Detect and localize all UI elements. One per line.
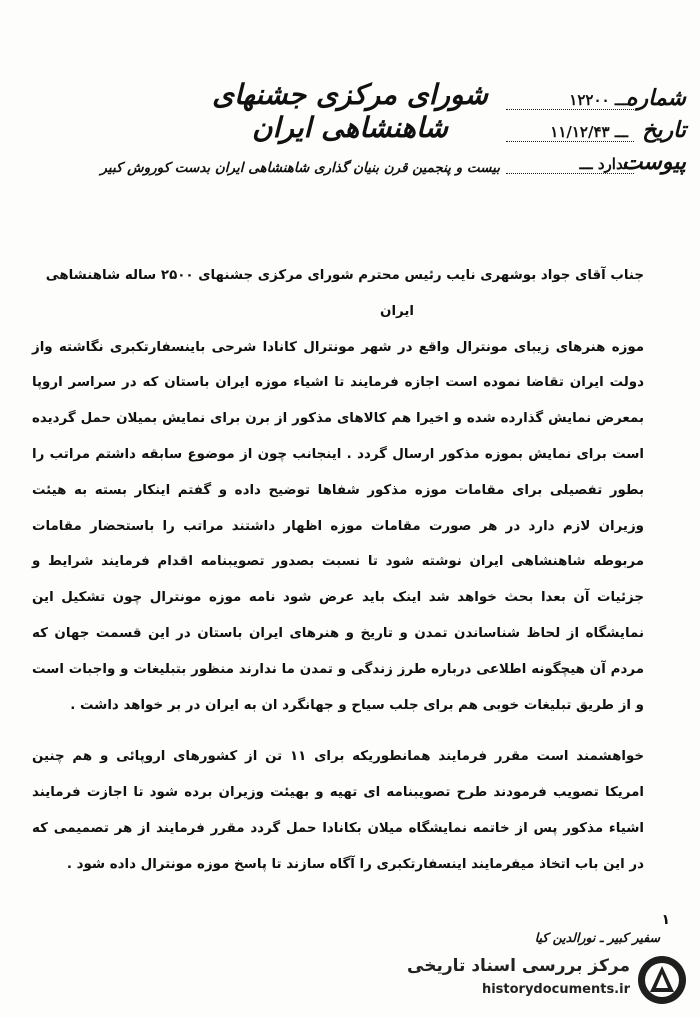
paragraph-2: خواهشمند است مقرر فرمایند همانطوریکه برای ۱۱ تن از کشورهای اروپائی و هم چنین امریکا تصویب فرمودند طرح تصویبنامه ای تهیه و بهیئت وزیران برده شود تا اجازت فرمایند اشیاء مذکور پس از خاتمه نمایشگاه میلان بکانادا حمل گردد مقرر فرمایند از هر تصمیمی که در این باب اتخاذ میفرمایند اینسفارتکبری را آگاه سازند تا پاسخ موزه مونترال داده شود . <box>32 749 644 872</box>
number-row <box>506 85 686 117</box>
archive-watermark <box>402 946 692 1010</box>
letterhead-subtitle: بیست و پنجمین قرن بنیان گذاری شاهنشاهی ایران بدست کوروش کبیر <box>100 160 500 176</box>
number-label: شماره <box>625 85 686 111</box>
signature-mark: ۱ <box>661 912 670 928</box>
attachment-label: پیوست <box>621 149 686 175</box>
watermark-url: historydocuments.ir <box>481 982 630 997</box>
salutation: جناب آقای جواد بوشهری نایب رئیس محترم شورای مرکزی جشنهای ۲۵۰۰ ساله شاهنشاهی <box>45 268 644 283</box>
date-row <box>506 117 686 149</box>
salutation-continuation: ایران <box>380 303 414 319</box>
watermark-title: مرکز بررسی اسناد تاریخی <box>407 956 630 976</box>
date-value: ۱۱/۱۲/۴۳ ـــ <box>506 123 634 142</box>
letterhead <box>100 78 500 176</box>
archive-logo-icon <box>636 954 688 1006</box>
date-label: تاریخ <box>642 117 686 143</box>
letter-body <box>32 258 644 883</box>
letterhead-title: شورای مرکزی جشنهای شاهنشاهی ایران <box>212 78 488 144</box>
signature: سفیر کبیر ـ نورالدین کیا <box>534 930 660 945</box>
attachment-value: ندارد ـــ <box>506 155 634 174</box>
paragraph-1: موزه هنرهای زیبای مونترال واقع در شهر مونترال کانادا شرحی باینسفارتکبری نگاشته واز دولت ایران تقاضا نموده است اجازه فرمایند تا اشیاء موزه ایران باستان که در سراسر اروپا بمعرض نمایش گذارده شده و اخیرا هم کالاهای مذکور از برن برای نمایش بمیلان حمل گردیده است برای نمایش بموزه مذکور ارسال گردد . اینجانب چون از موضوع سابقه داشتم مراتب را بطور تفصیلی برای مقامات موزه مذکور شفاها توضیح داده و گفتم اینکار بسته به هیئت وزیران لازم دارد در هر صورت مقامات موزه اظهار داشتند مراتب را باستحضار مقامات مربوطه شاهنشاهی ایران نوشته شود تا نسبت بصدور تصویبنامه اقدام فرمایند شرایط و جزئیات آن بعدا بحث خواهد شد اینک باید عرض شود نامه موزه مونترال چون تشکیل این نمایشگاه از لحاظ شناساندن تمدن و تاریخ و هنرهای ایران باستان در این قسمت جهان که مردم آن هیچگونه اطلاعی درباره طرز زندگی و تمدن ما ندارند منظور بتبلیغات و واجبات است و از طریق تبلیغات خوبی هم برای جلب سیاح و جهانگرد ان به ایران در بر خواهد داشت . <box>32 339 644 713</box>
attachment-row <box>506 149 686 181</box>
number-value: ۱۲۲۰۰ ـــ <box>506 91 634 110</box>
letter-meta <box>506 85 686 181</box>
